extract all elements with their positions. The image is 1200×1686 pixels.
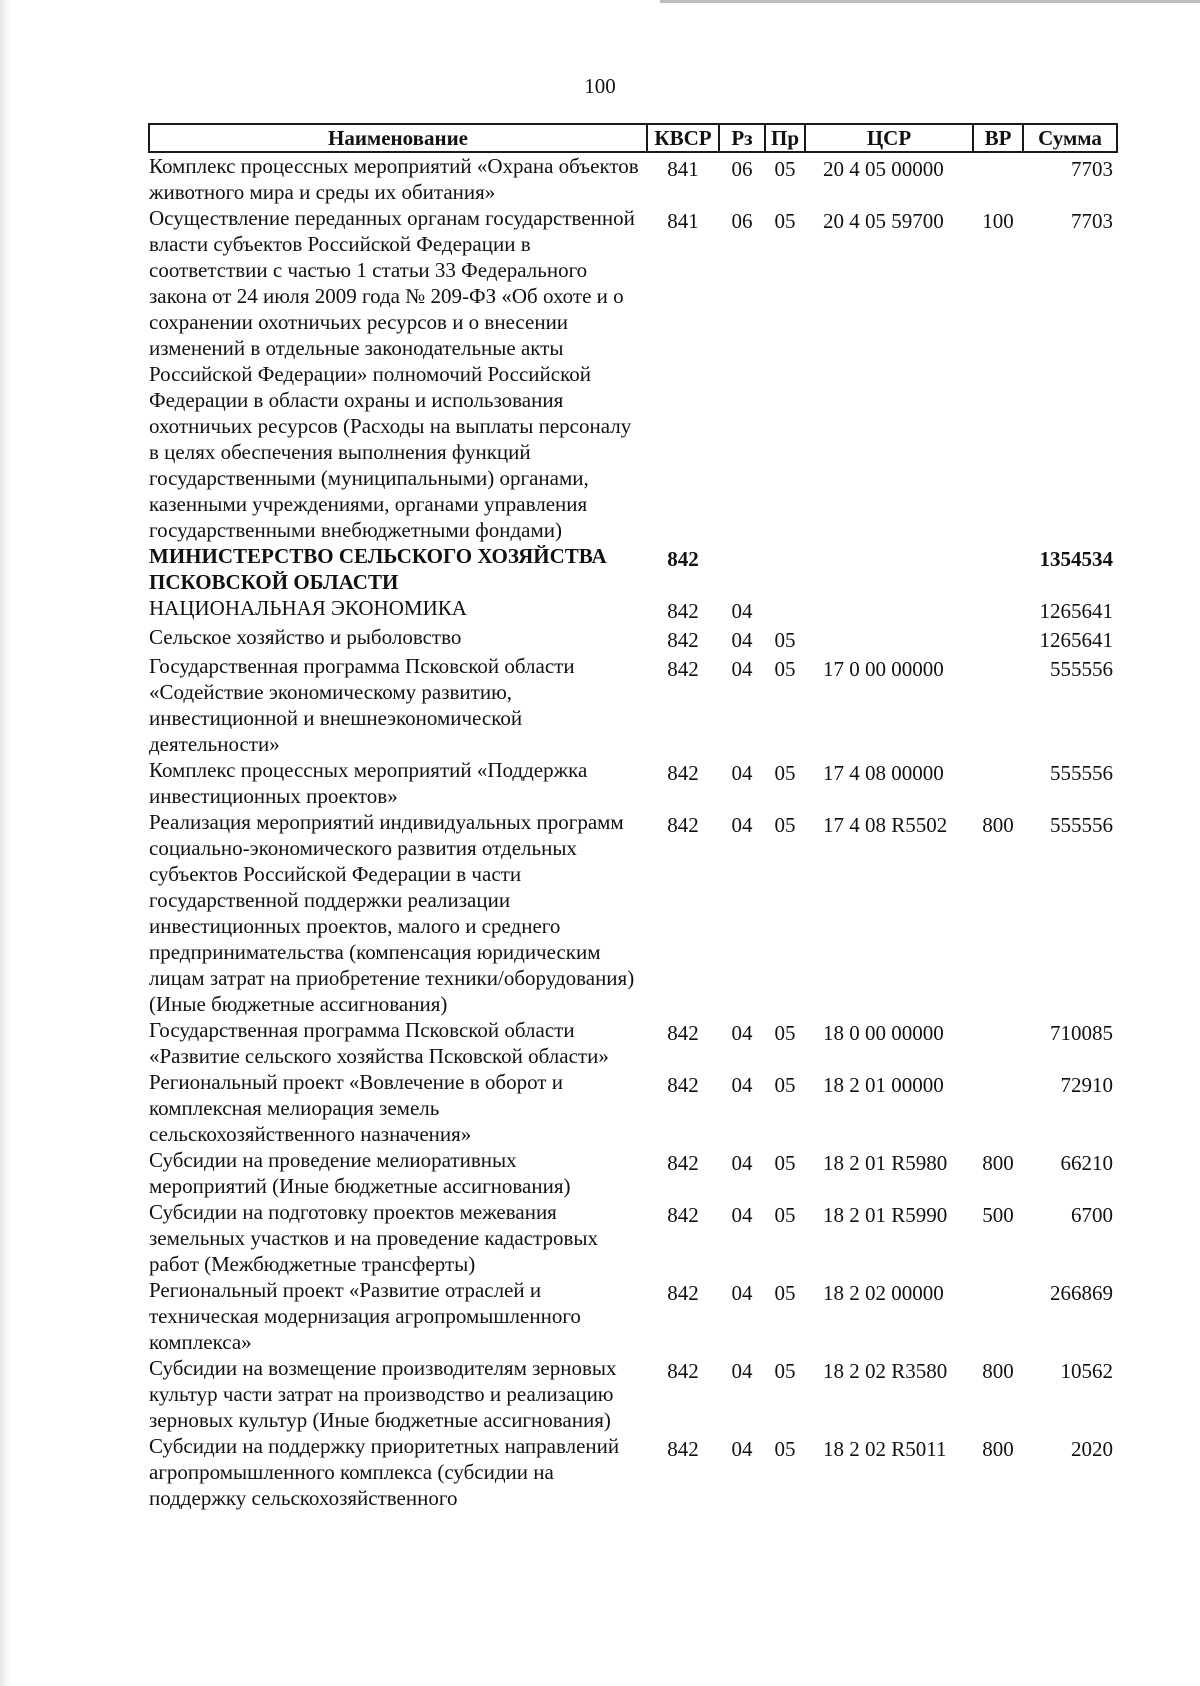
cell-kvsr: 842 bbox=[667, 657, 699, 681]
cell-name: Комплекс процессных мероприятий «Охрана объектов животного мира и среды их обитания» bbox=[149, 154, 639, 204]
cell-rz: 04 bbox=[731, 761, 753, 785]
cell-csr: 20 4 05 59700 bbox=[823, 209, 944, 233]
cell-csr: 17 4 08 R5502 bbox=[823, 813, 948, 837]
cell-pr bbox=[765, 595, 805, 624]
cell-sum: 555556 bbox=[1050, 813, 1113, 837]
cell-csr: 18 2 01 00000 bbox=[823, 1073, 944, 1097]
cell-pr: 05 bbox=[774, 1203, 796, 1227]
cell-rz: 04 bbox=[731, 1073, 753, 1097]
cell-name: Региональный проект «Развитие отраслей и техническая модернизация агропромышленного комплекса» bbox=[149, 1278, 581, 1354]
table-row bbox=[149, 624, 1117, 653]
budget-table-container bbox=[148, 123, 1116, 1511]
header-sum: Сумма bbox=[1023, 124, 1117, 152]
scan-edge-left bbox=[0, 0, 10, 1686]
cell-sum: 2020 bbox=[1071, 1437, 1113, 1461]
cell-csr: 18 2 02 R5011 bbox=[823, 1437, 947, 1461]
cell-sum: 710085 bbox=[1050, 1021, 1113, 1045]
cell-rz: 04 bbox=[731, 1281, 753, 1305]
table-row bbox=[149, 1355, 1117, 1433]
cell-sum: 72910 bbox=[1060, 1073, 1113, 1097]
table-row bbox=[149, 152, 1117, 205]
cell-pr: 05 bbox=[774, 1359, 796, 1383]
cell-csr bbox=[805, 624, 973, 653]
header-name: Наименование bbox=[149, 124, 647, 152]
cell-name: Комплекс процессных мероприятий «Поддержка инвестиционных проектов» bbox=[149, 758, 588, 808]
cell-vr bbox=[973, 543, 1023, 595]
cell-sum: 555556 bbox=[1050, 657, 1113, 681]
cell-kvsr: 842 bbox=[667, 813, 699, 837]
cell-csr: 20 4 05 00000 bbox=[823, 157, 944, 181]
table-row bbox=[149, 757, 1117, 809]
cell-name: НАЦИОНАЛЬНАЯ ЭКОНОМИКА bbox=[149, 596, 467, 620]
cell-name: Субсидии на возмещение производителям зерновых культур части затрат на производство и реализацию зерновых культур (Иные бюджетные ассигнования) bbox=[149, 1356, 617, 1432]
cell-rz: 06 bbox=[731, 157, 753, 181]
table-row bbox=[149, 653, 1117, 757]
cell-kvsr: 842 bbox=[667, 1203, 699, 1227]
cell-vr: 500 bbox=[982, 1203, 1014, 1227]
cell-name: Субсидии на проведение мелиоративных мероприятий (Иные бюджетные ассигнования) bbox=[149, 1148, 571, 1198]
cell-csr: 17 0 00 00000 bbox=[823, 657, 944, 681]
table-row bbox=[149, 205, 1117, 543]
cell-vr: 800 bbox=[982, 813, 1014, 837]
cell-vr: 800 bbox=[982, 1151, 1014, 1175]
cell-kvsr: 842 bbox=[667, 1281, 699, 1305]
cell-pr: 05 bbox=[774, 1151, 796, 1175]
cell-vr bbox=[973, 653, 1023, 757]
cell-kvsr: 842 bbox=[667, 599, 699, 623]
cell-pr: 05 bbox=[774, 209, 796, 233]
cell-vr bbox=[973, 1017, 1023, 1069]
cell-pr: 05 bbox=[774, 657, 796, 681]
table-row bbox=[149, 595, 1117, 624]
cell-kvsr: 842 bbox=[667, 547, 699, 571]
cell-kvsr: 842 bbox=[667, 1021, 699, 1045]
cell-name: Государственная программа Псковской области «Развитие сельского хозяйства Псковской области» bbox=[149, 1018, 609, 1068]
cell-csr: 18 2 01 R5980 bbox=[823, 1151, 948, 1175]
cell-kvsr: 842 bbox=[667, 761, 699, 785]
cell-sum: 7703 bbox=[1071, 157, 1113, 181]
cell-rz: 04 bbox=[731, 813, 753, 837]
cell-vr: 800 bbox=[982, 1437, 1014, 1461]
cell-pr: 05 bbox=[774, 813, 796, 837]
table-row bbox=[149, 1017, 1117, 1069]
cell-pr: 05 bbox=[774, 157, 796, 181]
table-row bbox=[149, 1147, 1117, 1199]
cell-sum: 1354534 bbox=[1039, 547, 1113, 571]
table-row bbox=[149, 1433, 1117, 1511]
page-number: 100 bbox=[584, 74, 616, 98]
cell-name: Субсидии на подготовку проектов межевания земельных участков и на проведение кадастровых работ (Межбюджетные трансферты) bbox=[149, 1200, 598, 1276]
cell-pr: 05 bbox=[774, 1073, 796, 1097]
cell-pr: 05 bbox=[774, 628, 796, 652]
budget-table bbox=[148, 123, 1118, 1511]
cell-rz: 06 bbox=[731, 209, 753, 233]
cell-vr bbox=[973, 1277, 1023, 1355]
table-header-row bbox=[149, 124, 1117, 152]
cell-sum: 66210 bbox=[1060, 1151, 1113, 1175]
cell-kvsr: 841 bbox=[667, 157, 699, 181]
cell-sum: 1265641 bbox=[1039, 628, 1113, 652]
cell-rz: 04 bbox=[731, 628, 753, 652]
cell-pr: 05 bbox=[774, 1437, 796, 1461]
cell-pr: 05 bbox=[774, 1281, 796, 1305]
cell-vr: 800 bbox=[982, 1359, 1014, 1383]
cell-kvsr: 841 bbox=[667, 209, 699, 233]
cell-name: Осуществление переданных органам государственной власти субъектов Российской Федерации в соответствии с частью 1 статьи 33 Федерального закона от 24 июля 2009 года № 209-ФЗ «Об охоте и о сохранении охотничьих ресурсов и о внесении изменений в отдельные законодательные акты Российской Федерации» полномочий Российской Федерации в области охраны и использования охотничьих ресурсов (Расходы на выплаты персоналу в целях обеспечения выполнения функций государственными (муниципальными) органами, казенными учреждениями, органами управления государственными внебюджетными фондами) bbox=[149, 206, 635, 542]
cell-rz: 04 bbox=[731, 1203, 753, 1227]
cell-sum: 555556 bbox=[1050, 761, 1113, 785]
header-pr: Пр bbox=[765, 124, 805, 152]
cell-vr bbox=[973, 595, 1023, 624]
cell-name: МИНИСТЕРСТВО СЕЛЬСКОГО ХОЗЯЙСТВА ПСКОВСКОЙ ОБЛАСТИ bbox=[149, 544, 607, 594]
header-csr: ЦСР bbox=[805, 124, 973, 152]
cell-rz: 04 bbox=[731, 1021, 753, 1045]
table-row bbox=[149, 1199, 1117, 1277]
cell-rz: 04 bbox=[731, 599, 753, 623]
cell-sum: 10562 bbox=[1060, 1359, 1113, 1383]
cell-kvsr: 842 bbox=[667, 628, 699, 652]
cell-vr: 100 bbox=[982, 209, 1014, 233]
cell-name: Региональный проект «Вовлечение в оборот и комплексная мелиорация земель сельскохозяйственного назначения» bbox=[149, 1070, 563, 1146]
table-row bbox=[149, 1277, 1117, 1355]
cell-kvsr: 842 bbox=[667, 1437, 699, 1461]
cell-rz bbox=[719, 543, 765, 595]
cell-csr bbox=[805, 595, 973, 624]
cell-pr: 05 bbox=[774, 1021, 796, 1045]
cell-sum: 266869 bbox=[1050, 1281, 1113, 1305]
cell-kvsr: 842 bbox=[667, 1151, 699, 1175]
cell-vr bbox=[973, 624, 1023, 653]
cell-rz: 04 bbox=[731, 1151, 753, 1175]
cell-pr: 05 bbox=[774, 761, 796, 785]
table-row bbox=[149, 1069, 1117, 1147]
cell-csr bbox=[805, 543, 973, 595]
cell-csr: 18 0 00 00000 bbox=[823, 1021, 944, 1045]
cell-name: Сельское хозяйство и рыболовство bbox=[149, 625, 462, 649]
cell-csr: 17 4 08 00000 bbox=[823, 761, 944, 785]
header-kvsr: КВСР bbox=[647, 124, 719, 152]
cell-vr bbox=[973, 1069, 1023, 1147]
cell-sum: 6700 bbox=[1071, 1203, 1113, 1227]
cell-sum: 1265641 bbox=[1039, 599, 1113, 623]
cell-rz: 04 bbox=[731, 657, 753, 681]
table-body bbox=[149, 152, 1117, 1511]
cell-rz: 04 bbox=[731, 1437, 753, 1461]
cell-kvsr: 842 bbox=[667, 1073, 699, 1097]
cell-rz: 04 bbox=[731, 1359, 753, 1383]
cell-csr: 18 2 01 R5990 bbox=[823, 1203, 948, 1227]
cell-vr bbox=[973, 152, 1023, 205]
cell-name: Субсидии на поддержку приоритетных направлений агропромышленного комплекса (субсидии на поддержку сельскохозяйственного bbox=[149, 1434, 620, 1510]
header-vr: ВР bbox=[973, 124, 1023, 152]
cell-kvsr: 842 bbox=[667, 1359, 699, 1383]
header-rz: Рз bbox=[719, 124, 765, 152]
table-row bbox=[149, 543, 1117, 595]
scan-edge-top bbox=[660, 0, 1200, 3]
cell-csr: 18 2 02 00000 bbox=[823, 1281, 944, 1305]
table-row bbox=[149, 809, 1117, 1017]
cell-name: Реализация мероприятий индивидуальных программ социально-экономического развития отдельных субъектов Российской Федерации в части государственной поддержки реализации инвестиционных проектов, малого и среднего предпринимательства (компенсация юридическим лицам затрат на приобретение техники/оборудования) (Иные бюджетные ассигнования) bbox=[149, 810, 635, 1016]
cell-csr: 18 2 02 R3580 bbox=[823, 1359, 948, 1383]
cell-pr bbox=[765, 543, 805, 595]
cell-vr bbox=[973, 757, 1023, 809]
cell-sum: 7703 bbox=[1071, 209, 1113, 233]
cell-name: Государственная программа Псковской области «Содействие экономическому развитию, инвестиционной и внешнеэкономической деятельности» bbox=[149, 654, 575, 756]
